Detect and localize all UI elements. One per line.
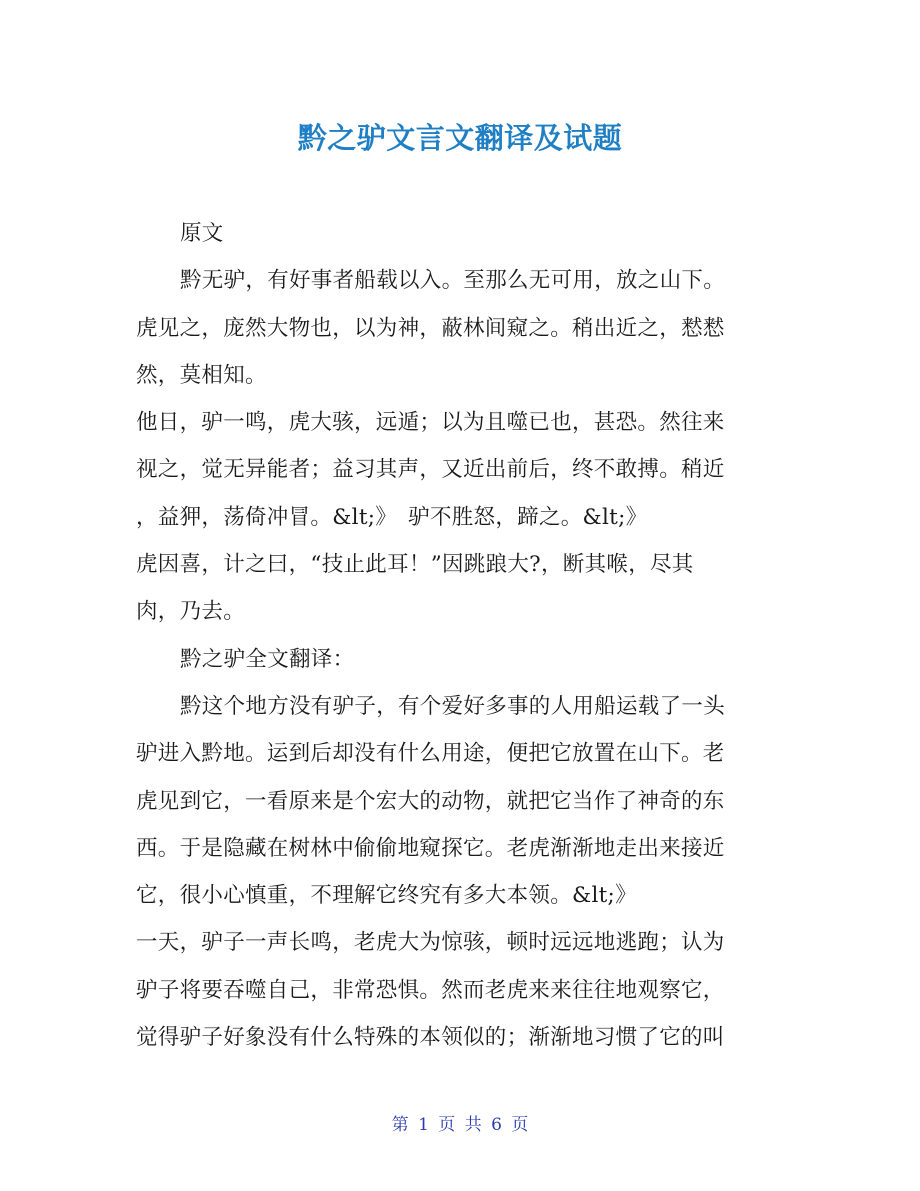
text-line: 他日，驴一鸣，虎大骇，远遁；以为且噬已也，甚恐。然往来 (136, 410, 725, 436)
text-line: 视之，觉无异能者；益习其声，又近出前后，终不敢搏。稍近 (136, 457, 725, 483)
text-line: 黔这个地方没有驴子，有个爱好多事的人用船运载了一头 (180, 693, 726, 719)
text-line: 觉得驴子好象没有什么特殊的本领似的；渐渐地习惯了它的叫 (136, 1025, 725, 1051)
page-number-footer: 第 1 页 共 6 页 (391, 1115, 529, 1135)
text-line: 它，很小心慎重，不理解它终究有多大本领。&lt;》 (136, 883, 637, 909)
text-line: 驴进入黔地。运到后却没有什么用途，便把它放置在山下。老 (136, 741, 725, 767)
text-line: 黔之驴全文翻译： (180, 646, 355, 672)
text-line: 肉，乃去。 (136, 599, 246, 625)
text-line: 虎见到它，一看原来是个宏大的动物，就把它当作了神奇的东 (136, 788, 725, 814)
text-line: 黔无驴，有好事者船载以入。至那么无可用，放之山下。 (180, 268, 726, 294)
text-line: 原文 (180, 221, 224, 246)
document-title: 黔之驴文言文翻译及试题 (297, 121, 623, 155)
text-line: ，益狎，荡倚冲冒。&lt;》 驴不胜怒，蹄之。&lt;》 (136, 504, 648, 530)
text-line: 然，莫相知。 (136, 362, 267, 388)
text-line: 虎见之，庞然大物也，以为神，蔽林间窥之。稍出近之，慭慭 (136, 315, 725, 341)
text-line: 西。于是隐藏在树林中偷偷地窥探它。老虎渐渐地走出来接近 (136, 835, 725, 861)
text-line: 驴子将要吞噬自己，非常恐惧。然而老虎来来往往地观察它， (136, 977, 725, 1003)
text-line: 虎因喜，计之曰，“技止此耳！”因跳踉大?，断其喉，尽其 (136, 552, 694, 578)
document-body (136, 210, 796, 1061)
text-line: 一天，驴子一声长鸣，老虎大为惊骇，顿时远远地逃跑；认为 (136, 930, 725, 956)
